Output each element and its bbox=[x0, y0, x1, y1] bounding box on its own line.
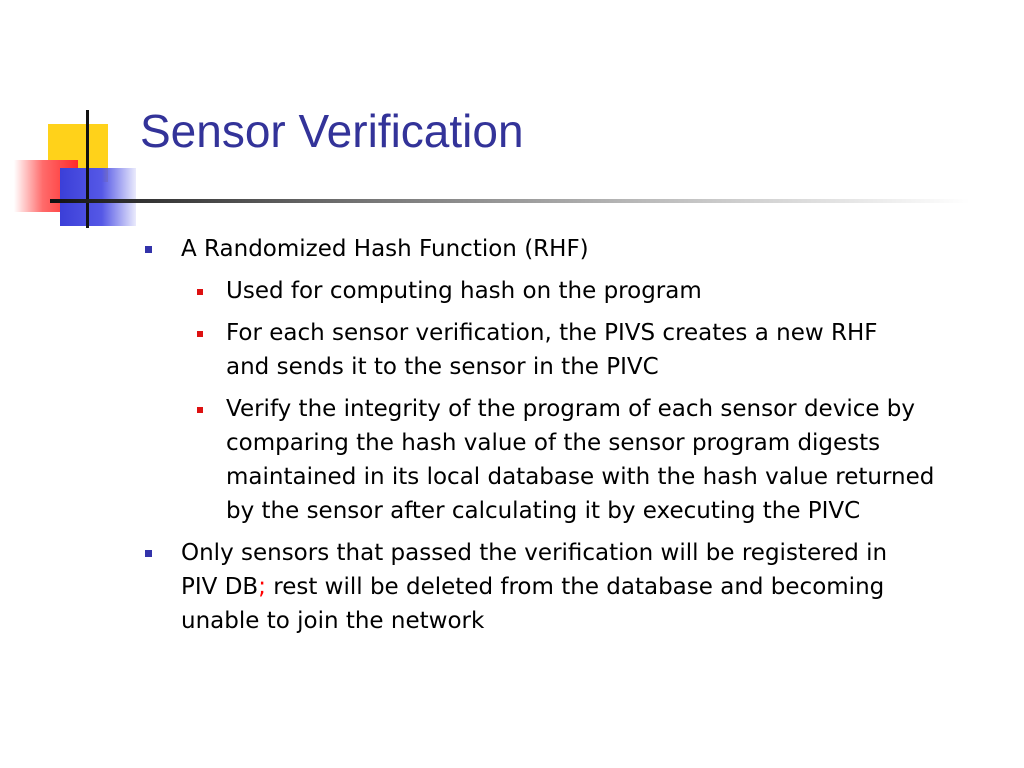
bullet-text-line: Verify the integrity of the program of each sensor device by bbox=[226, 396, 916, 422]
decor-blue-square bbox=[60, 168, 136, 226]
bullet-text-line: maintained in its local database with the hash value returned bbox=[226, 464, 935, 490]
sub-bullet-computing-hash bbox=[185, 274, 1010, 308]
bullet-text-line bbox=[181, 570, 1010, 604]
square-bullet-icon bbox=[145, 550, 152, 557]
bullet-text-segment: PIV DB bbox=[181, 574, 259, 600]
bullet-rhf bbox=[140, 232, 1010, 266]
square-bullet-icon bbox=[197, 289, 203, 295]
slide-body bbox=[140, 232, 1010, 646]
bullet-registered-sensors bbox=[140, 536, 1010, 638]
bullet-text: Used for computing hash on the program bbox=[226, 278, 702, 304]
decor-vertical-line bbox=[86, 110, 89, 228]
bullet-text-line: Only sensors that passed the verification will be registered in bbox=[181, 540, 888, 566]
square-bullet-icon bbox=[197, 331, 203, 337]
sub-bullet-new-rhf bbox=[185, 316, 1010, 384]
bullet-text-segment: rest will be deleted from the database and becoming bbox=[265, 574, 885, 600]
slide-title: Sensor Verification bbox=[140, 105, 524, 157]
bullet-text-line: For each sensor verification, the PIVS creates a new RHF bbox=[226, 320, 878, 346]
red-semicolon: ; bbox=[258, 574, 266, 600]
bullet-text-line: by the sensor after calculating it by executing the PIVC bbox=[226, 498, 861, 524]
bullet-text-line: comparing the hash value of the sensor program digests bbox=[226, 430, 881, 456]
sub-bullet-verify-integrity bbox=[185, 392, 1010, 528]
bullet-text-line: unable to join the network bbox=[181, 608, 485, 634]
square-bullet-icon bbox=[197, 407, 203, 413]
bullet-text: A Randomized Hash Function (RHF) bbox=[181, 236, 589, 262]
title-underline bbox=[50, 199, 970, 203]
bullet-text-line: and sends it to the sensor in the PIVC bbox=[226, 354, 659, 380]
square-bullet-icon bbox=[145, 246, 152, 253]
